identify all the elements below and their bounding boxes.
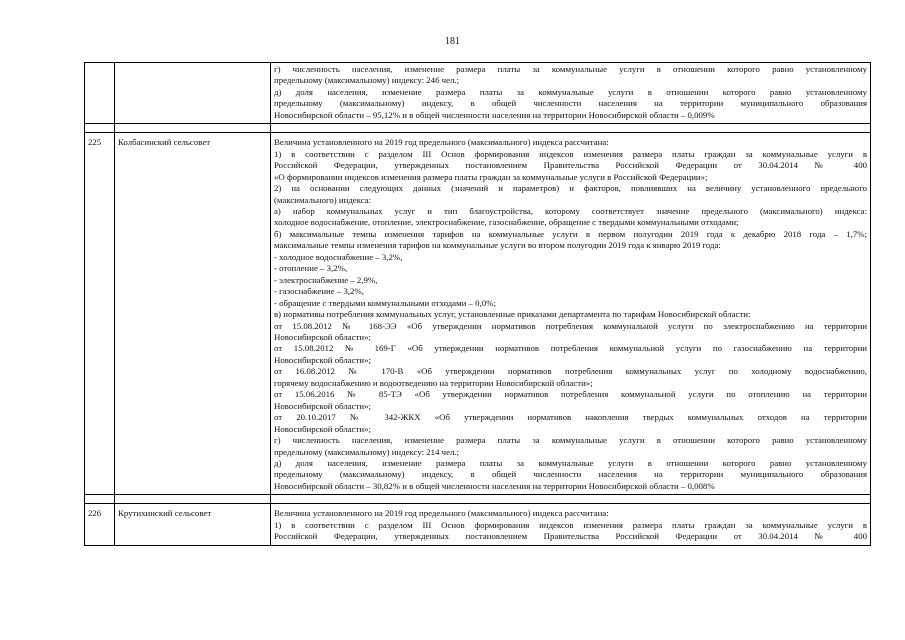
text-line: Новосибирской области»; — [274, 354, 371, 365]
text-line: «О формировании индексов изменения размера платы граждан за коммунальные услуги в Российской Федерации»; — [274, 171, 708, 182]
text-line: от 15.08.2012 № 168-ЭЭ «Об утверждении нормативов потребления коммунальной услуги по электроснабжению на территории — [274, 320, 867, 331]
row-number — [85, 63, 115, 124]
text-line: - электроснабжение – 2,9%, — [274, 274, 378, 285]
text-line: в) нормативы потребления коммунальных услуг, установленные приказами департамента по тарифам Новосибирской области: — [274, 309, 751, 320]
municipality-name — [115, 63, 271, 124]
text-line: - холодное водоснабжение – 3,2%, — [274, 251, 403, 262]
text-line: г) численность населения, изменение размера платы за коммунальные услуги в отношении которого равно установленному — [274, 64, 867, 74]
text-line: - газоснабжение – 3,2%, — [274, 286, 364, 297]
text-line: Новосибирской области»; — [274, 423, 371, 434]
row-number: 225 — [85, 133, 115, 495]
text-line: от 15.06.2016 № 85-ТЭ «Об утверждении нормативов потребления коммунальной услуги по отоплению на территории — [274, 389, 867, 400]
text-line: от 15.08.2012 № 169-Г «Об утверждении нормативов потребления коммунальной услуги по газоснабжению на территории — [274, 343, 867, 354]
text-line: Российской Федерации, утвержденных постановлением Правительства Российской Федерации от 30.04.2014 № 400 — [274, 531, 867, 542]
municipality-name: Крутихинский сельсовет — [115, 504, 271, 545]
text-line: предельному (максимальному) индексу: 246 чел.; — [274, 75, 460, 86]
text-line: предельному (максимальному) индексу, в общей численности населения на территории муниципального образования — [274, 469, 867, 480]
text-line: Новосибирской области – 95,12% и в общей численности населения на территории Новосибирской области – 0,009% — [274, 109, 715, 120]
text-line: а) набор коммунальных услуг и тип благоустройства, которому соответствует значение предельного (максимального) индекса: — [274, 205, 867, 216]
text-line: предельному (максимальному) индексу: 214 чел.; — [274, 446, 460, 457]
index-description — [271, 133, 871, 495]
municipal-index-table — [84, 62, 871, 546]
text-line: д) доля населения, изменение размера платы за коммунальные услуги в отношении которого равно установленному — [274, 86, 867, 97]
text-line: Новосибирской области»; — [274, 331, 371, 342]
text-line: холодное водоснабжение, отопление, электроснабжение, газоснабжение, обращение с твердыми коммунальными отходами; — [274, 217, 739, 228]
text-line: Величина установленного на 2019 год предельного (максимального) индекса рассчитана: — [274, 137, 609, 148]
table-row — [85, 504, 871, 545]
text-line: г) численность населения, изменение размера платы за коммунальные услуги в отношении которого равно установленному — [274, 435, 867, 446]
text-line: - обращение с твердыми коммунальными отходами – 0,0%; — [274, 297, 496, 308]
table-row — [85, 63, 871, 124]
text-line: б) максимальные темпы изменения тарифов на коммунальные услуги в первом полугодии 2019 года к декабрю 2018 года – 1,7%; — [274, 228, 867, 239]
text-line: д) доля населения, изменение размера платы за коммунальные услуги в отношении которого равно установленному — [274, 457, 867, 468]
text-line: от 20.10.2017 № 342-ЖКХ «Об утверждении нормативов накопления твердых коммунальных отходов на территории — [274, 412, 867, 423]
text-line: от 16.08.2012 № 170-В «Об утверждении нормативов потребления коммунальных услуг по холодному водоснабжению, — [274, 366, 867, 377]
text-line: (максимального) индекса: — [274, 194, 372, 205]
row-number: 226 — [85, 504, 115, 545]
text-line: Российской Федерации, утвержденных постановлением Правительства Российской Федерации от 30.04.2014 № 400 — [274, 160, 867, 171]
text-line: 1) в соответствии с разделом III Основ формирования индексов изменения размера платы граждан за коммунальные услуги в — [274, 148, 867, 159]
text-line: 2) на основании следующих данных (значений и параметров) и факторов, повлиявших на величину установленного предельного — [274, 183, 867, 194]
text-line: горячему водоснабжению и водоотведению на территории Новосибирской области»; — [274, 377, 593, 388]
table-row — [85, 133, 871, 495]
text-line: максимальные темпы изменения тарифов на коммунальные услуги во втором полугодии 2019 года к январю 2019 года: — [274, 240, 721, 251]
text-line: Новосибирской области»; — [274, 400, 371, 411]
municipality-name: Колбасинский сельсовет — [115, 133, 271, 495]
text-line: 1) в соответствии с разделом III Основ формирования индексов изменения размера платы граждан за коммунальные услуги в — [274, 519, 867, 530]
page-number: 181 — [445, 36, 460, 47]
text-line: предельному (максимальному) индексу, в общей численности населения на территории муниципального образования — [274, 98, 867, 109]
row-spacer — [85, 495, 871, 504]
row-spacer — [85, 124, 871, 133]
text-line: - отопление – 3,2%, — [274, 263, 348, 274]
text-line: Величина установленного на 2019 год предельного (максимального) индекса рассчитана: — [274, 508, 609, 519]
index-description — [271, 63, 871, 124]
text-line: Новосибирской области – 30,82% и в общей численности населения на территории Новосибирской области – 0,008% — [274, 480, 715, 491]
index-description — [271, 504, 871, 545]
